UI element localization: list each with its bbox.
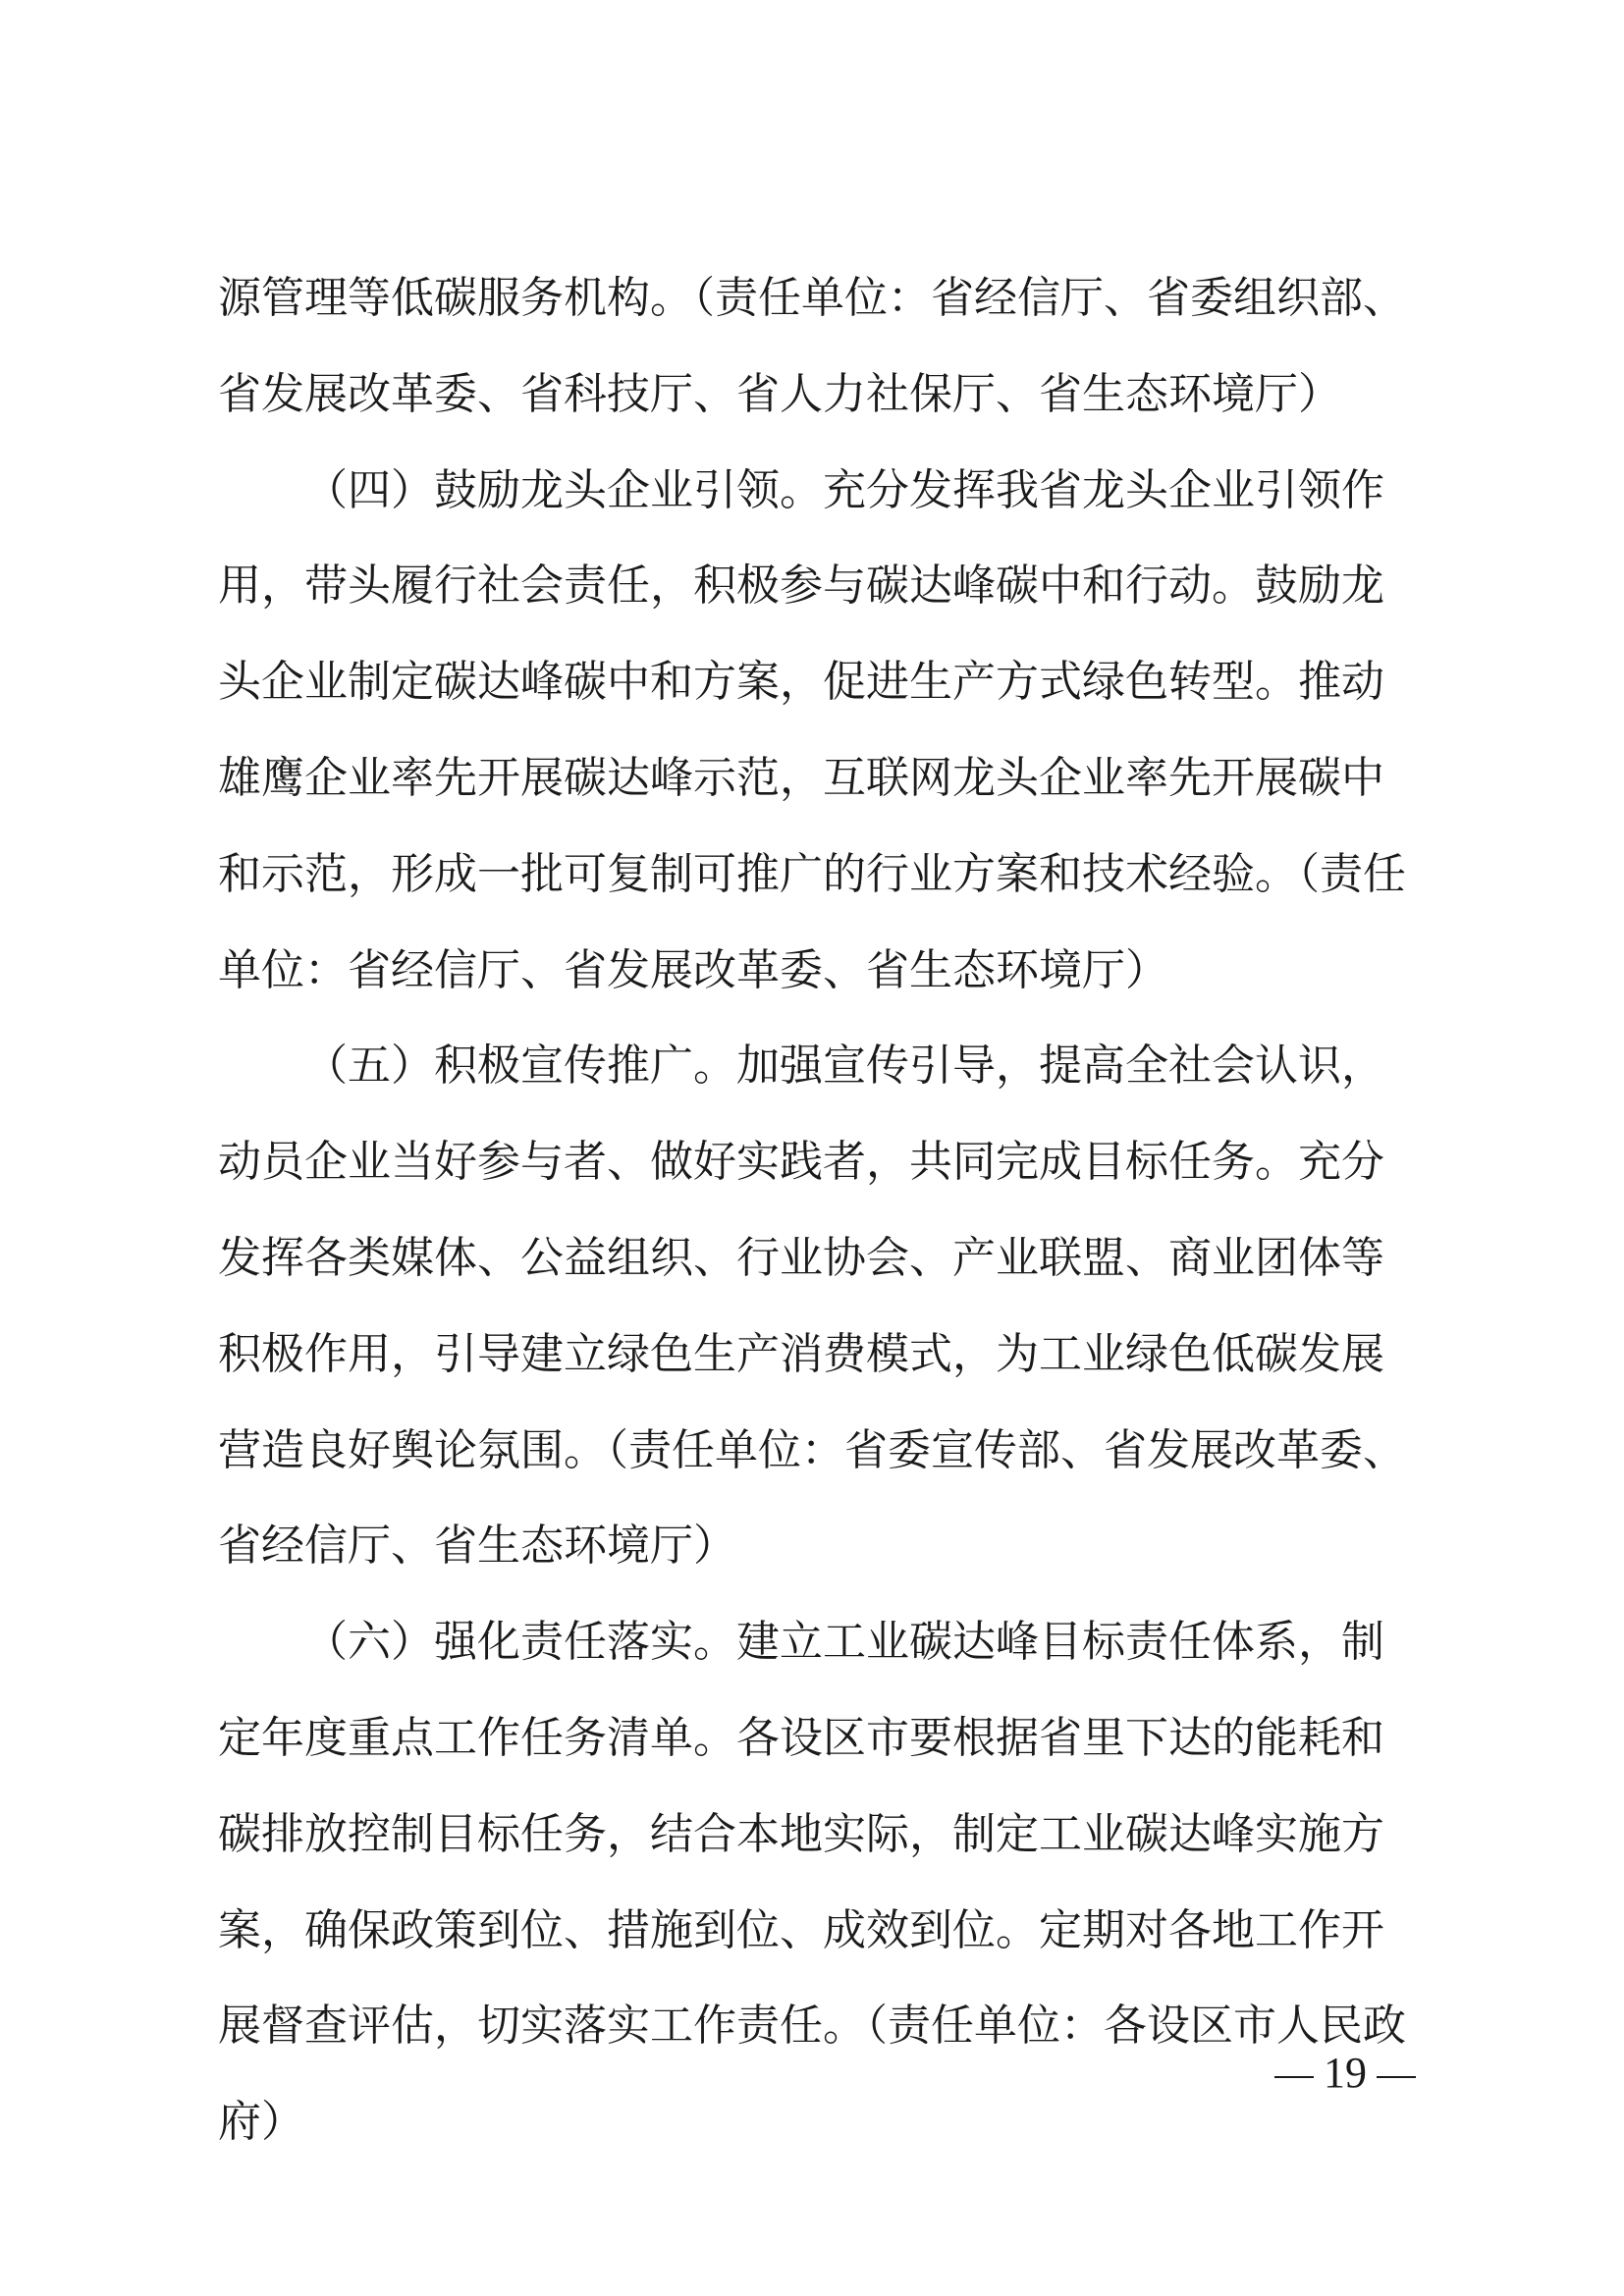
text-line: 头企业制定碳达峰碳中和方案，促进生产方式绿色转型。推动 [218, 657, 1384, 708]
text-line: 营造良好舆论氛围。（责任单位：省委宣传部、省发展改革委、 [218, 1424, 1406, 1475]
page-number: 19 [1324, 2049, 1367, 2097]
text-line: 省发展改革委、省科技厅、省人力社保厅、省生态环境厅） [218, 368, 1341, 419]
dash-left [1274, 2076, 1314, 2078]
text-line: 动员企业当好参与者、做好实践者，共同完成目标任务。充分 [218, 1137, 1384, 1188]
body-text [218, 250, 1416, 2170]
text-line: 定年度重点工作任务清单。各设区市要根据省里下达的能耗和 [218, 1712, 1384, 1763]
text-line: 用，带头履行社会责任，积极参与碳达峰碳中和行动。鼓励龙 [218, 561, 1384, 612]
text-line: （六）强化责任落实。建立工业碳达峰目标责任体系，制 [304, 1617, 1384, 1668]
text-line: （五）积极宣传推广。加强宣传引导，提高全社会认识， [304, 1041, 1384, 1092]
text-line: 碳排放控制目标任务，结合本地实际，制定工业碳达峰实施方 [218, 1808, 1384, 1859]
text-line: 府） [218, 2097, 304, 2148]
text-line: 省经信厅、省生态环境厅） [218, 1521, 736, 1572]
text-line: （四）鼓励龙头企业引领。充分发挥我省龙头企业引领作 [304, 464, 1384, 515]
dash-right [1377, 2076, 1416, 2078]
text-line: 雄鹰企业率先开展碳达峰示范，互联网龙头企业率先开展碳中 [218, 752, 1384, 803]
text-line: 展督查评估，切实落实工作责任。（责任单位：各设区市人民政 [218, 2001, 1406, 2052]
text-line: 案，确保政策到位、措施到位、成效到位。定期对各地工作开 [218, 1904, 1384, 1955]
text-line: 积极作用，引导建立绿色生产消费模式，为工业绿色低碳发展 [218, 1328, 1384, 1379]
page-footer [1247, 2044, 1443, 2103]
text-line: 源管理等低碳服务机构。（责任单位：省经信厅、省委组织部、 [218, 273, 1406, 323]
text-line: 单位：省经信厅、省发展改革委、省生态环境厅） [218, 944, 1168, 995]
text-line: 和示范，形成一批可复制可推广的行业方案和技术经验。（责任 [218, 848, 1406, 899]
text-line: 发挥各类媒体、公益组织、行业协会、产业联盟、商业团体等 [218, 1232, 1384, 1283]
